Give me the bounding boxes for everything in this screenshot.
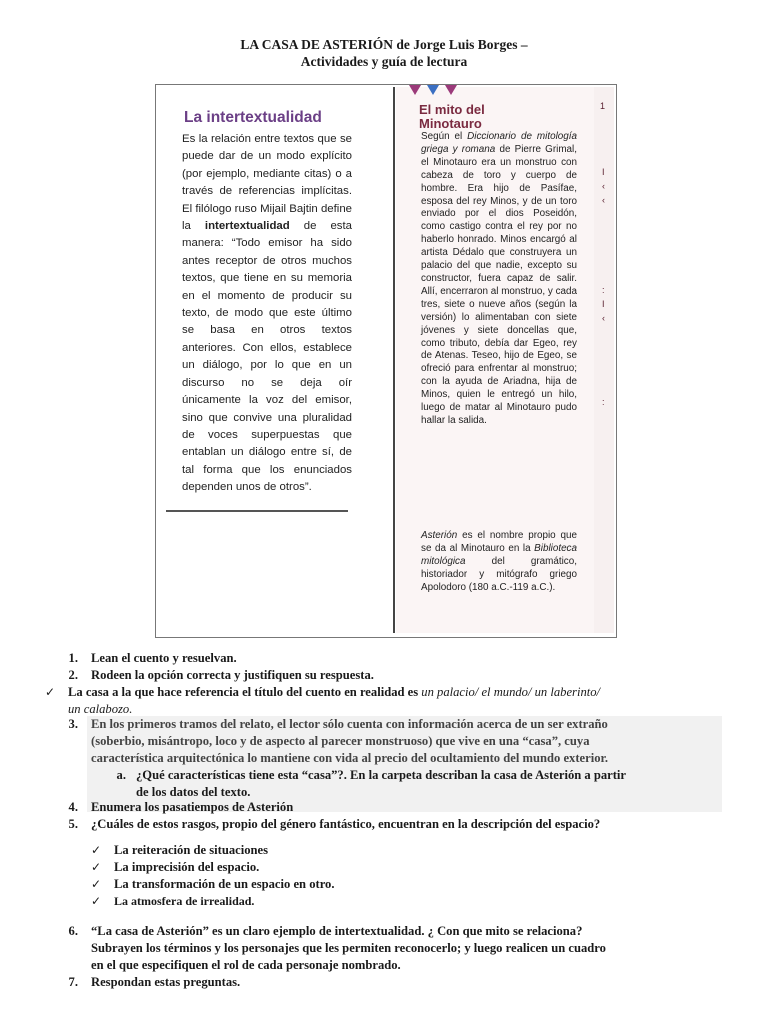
margin-mark: :	[602, 285, 605, 295]
decorative-triangle-icon	[409, 85, 421, 95]
myth-body: Según el Diccionario de mitología griega y romana de Pierre Grimal, el Minotauro era un monstruo con cabeza de toro y cuerpo de hombre. Era hijo de Pasífae, esposa del rey Minos, y de un toro enviado por el dios Poseidón, como castigo contra el rey por no haberlo honrado. Minos encargó al artista Dédalo que construyera un palacio del que nadie, excepto su constructor, fuera capaz de salir. Allí, encerraron al monstruo, y cada tres, siete o nueve años (según la versión) lo alimentaban con siete jóvenes y siete doncellas que, como tributo, debía dar Egeo, rey de Atenas. Teseo, hijo de Egeo, se ofreció para enfrentar al monstruo; con la ayuda de Ariadna, hija de Minos, quien le entregó un hilo, luego de matar al Minotauro pudo hallar la salida.	[421, 131, 577, 426]
margin-mark: I	[602, 167, 605, 177]
checkmark-icon: ✓	[91, 877, 102, 891]
margin-mark: :	[602, 397, 605, 407]
title-line-1: LA CASA DE ASTERIÓN de Jorge Luis Borges –	[240, 37, 528, 52]
margin-mark: ‹	[602, 181, 605, 191]
myth-heading: El mito del Minotauro	[419, 102, 485, 131]
page-gutter	[393, 87, 395, 633]
checkmark-icon: ✓	[91, 843, 102, 857]
textbook-scan-image	[155, 84, 617, 638]
intertextuality-heading: La intertextualidad	[184, 109, 322, 126]
decorative-triangle-icon	[445, 85, 457, 95]
intertextuality-body: Es la relación entre textos que se puede dar de un modo explícito (por ejemplo, mediante citas) o a través de referencias implícitas. El filólogo ruso Mijail Bajtin define la intertextualidad de esta manera: “Todo emisor ha sido antes receptor de otros muchos textos, que tiene en su memoria en el momento de producir su texto, de modo que este último se basa en otros textos anteriores. Con ellos, establece un diálogo, por lo que en un discurso no se deja oír únicamente la voz del emisor, sino que convive una pluralidad de voces superpuestas que entablan un diálogo entre sí, de tal forma que los enunciados dependen unos de otros”.	[182, 133, 352, 494]
asterion-note: Asterión es el nombre propio que se da al Minotauro en la Biblioteca mitológica del gramático, historiador y mitógrafo griego Apolodoro (180 a.C.-119 a.C.).	[421, 530, 577, 593]
title-line-2: Actividades y guía de lectura	[300, 54, 468, 69]
section-rule	[166, 510, 348, 512]
decorative-triangle-icon	[427, 85, 439, 95]
margin-mark: 1	[600, 101, 606, 111]
margin-mark: ‹	[602, 313, 605, 323]
checkmark-icon: ✓	[91, 860, 102, 874]
margin-mark: I	[602, 299, 605, 309]
checkmark-icon: ✓	[45, 685, 56, 699]
checkmark-icon: ✓	[91, 894, 102, 908]
margin-mark: ‹	[602, 195, 605, 205]
document-title	[0, 36, 768, 70]
answer-options: un palacio/ el mundo/ un laberinto/	[421, 685, 601, 699]
